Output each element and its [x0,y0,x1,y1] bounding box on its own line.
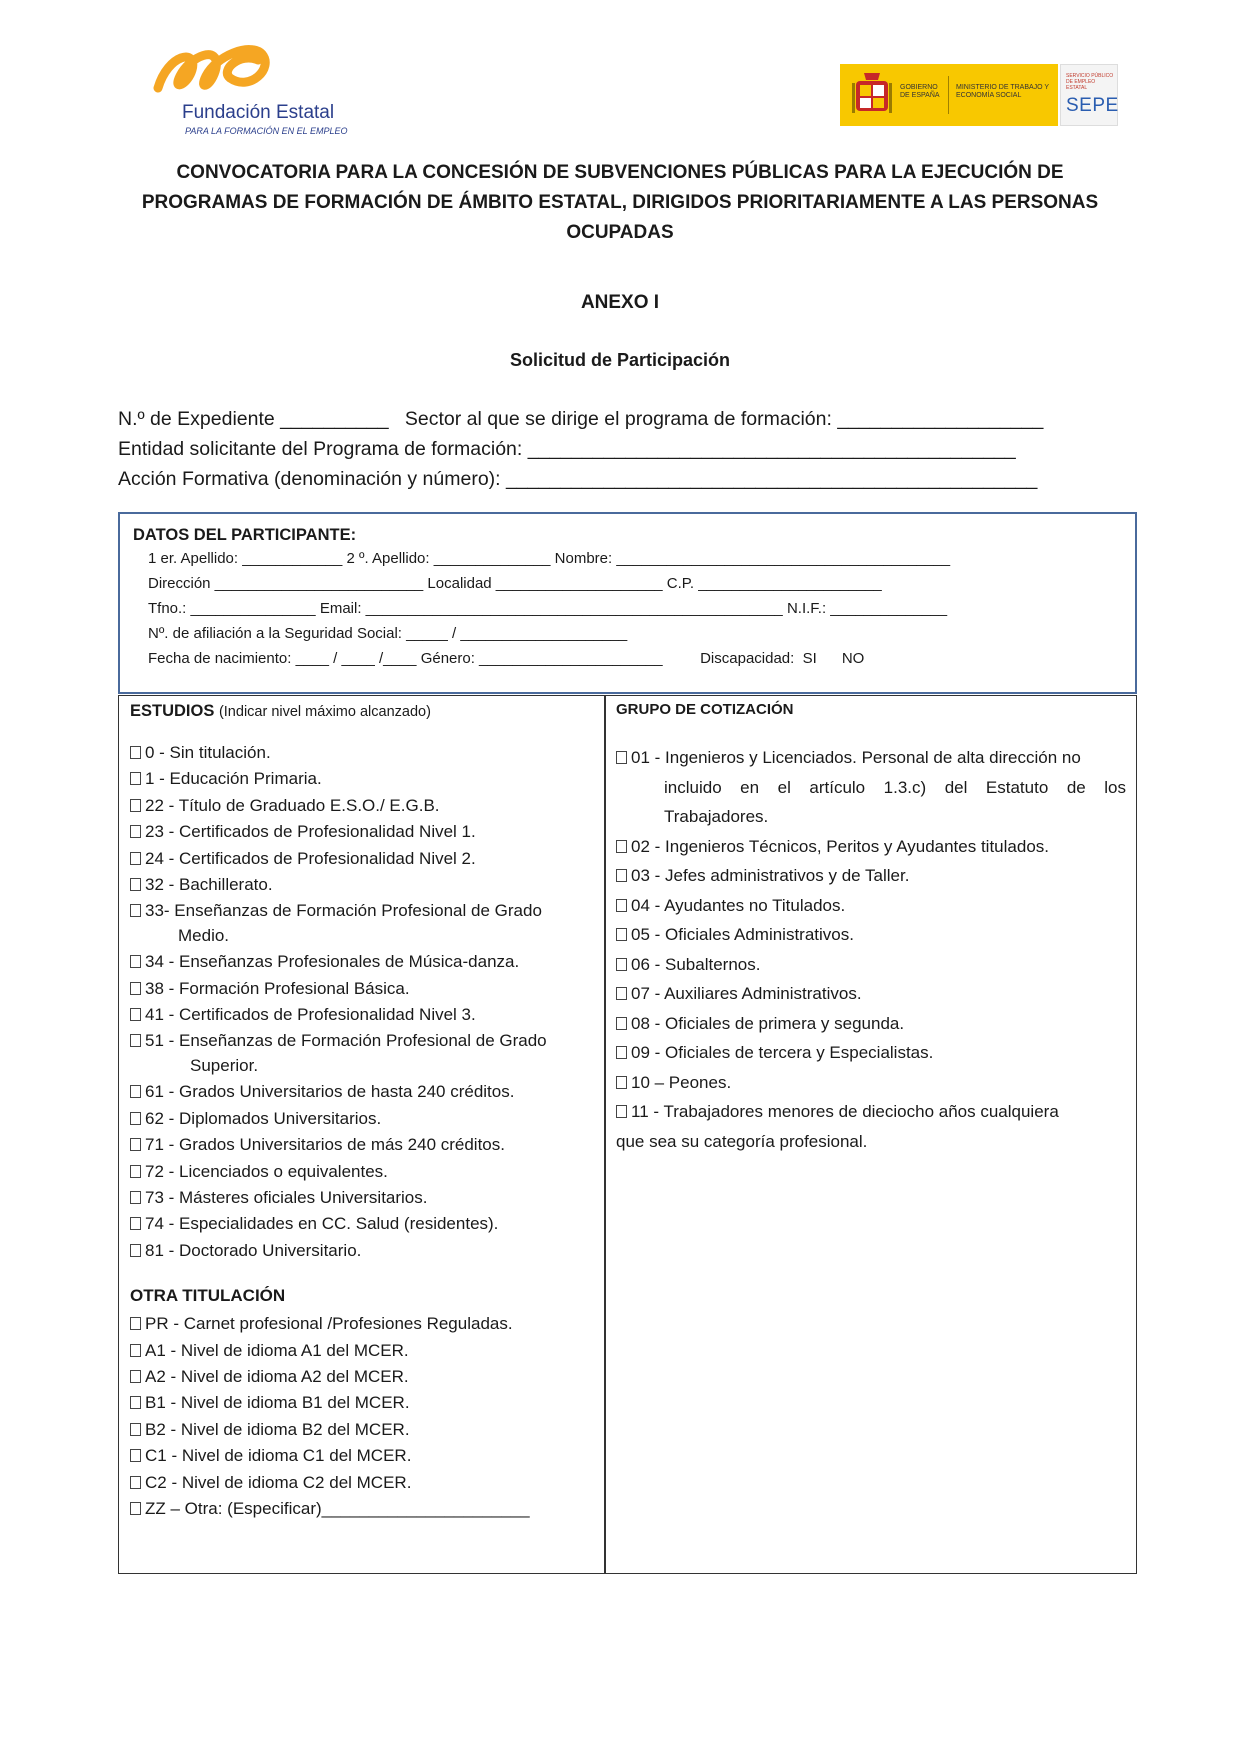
checkbox-icon[interactable] [130,1244,141,1257]
cotization-label: 05 - Oficiales Administrativos. [631,925,854,944]
checkbox-icon[interactable] [616,840,627,853]
study-option[interactable] [130,949,596,975]
study-option[interactable] [130,1028,596,1054]
study-option-label: 72 - Licenciados o equivalentes. [145,1161,388,1181]
checkbox-icon[interactable] [130,1191,141,1204]
checkbox-icon[interactable] [130,1008,141,1021]
checkbox-icon[interactable] [130,904,141,917]
checkbox-icon[interactable] [130,772,141,785]
cotization-label: 06 - Subalternos. [631,954,761,974]
checkbox-icon[interactable] [130,1396,141,1409]
study-option[interactable] [130,1132,596,1158]
study-option-label: 71 - Grados Universitarios de más 240 créditos. [145,1135,505,1155]
cotization-option[interactable] [616,979,1126,1009]
other-title-label: A2 - Nivel de idioma A2 del MCER. [145,1366,409,1386]
study-option[interactable] [130,846,596,872]
checkbox-icon[interactable] [616,1105,627,1118]
cotization-option[interactable] [616,920,1126,950]
checkbox-icon[interactable] [616,869,627,882]
study-option-continuation: Superior. [190,1055,259,1075]
study-option[interactable] [130,1106,596,1132]
other-title-label: A1 - Nivel de idioma A1 del MCER. [145,1340,409,1360]
other-title-label: B1 - Nivel de idioma B1 del MCER. [145,1393,410,1413]
studies-column [130,702,596,1522]
study-option-label: 62 - Diplomados Universitarios. [145,1108,382,1128]
other-title-option[interactable] [130,1443,596,1469]
checkbox-icon[interactable] [616,958,627,971]
annex-title: ANEXO I [580,292,660,313]
checkbox-icon[interactable] [130,1317,141,1330]
surname-name-field[interactable]: 1 er. Apellido: ____________ 2 º. Apellido: ______________ Nombre: ________________________________________ [148,550,951,567]
other-title-option[interactable] [130,1338,596,1364]
column-divider [604,696,606,1573]
study-option[interactable] [130,793,596,819]
document-title: CONVOCATORIA PARA LA CONCESIÓN DE SUBVENCIONES PÚBLICAS PARA LA EJECUCIÓN DE PROGRAMAS DE FORMACIÓN DE ÁMBITO ESTATAL, DIRIGIDOS PRIORITARIAMENTE A LAS PERSONAS OCUPADAS [141,162,1099,243]
coat-of-arms-icon [852,71,892,119]
checkbox-icon[interactable] [130,1138,141,1151]
cotization-label-continuation: incluido en el artículo 1.3.c) del Estatuto de los [664,777,1126,797]
checkbox-icon[interactable] [130,982,141,995]
study-option[interactable] [130,1159,596,1185]
cotization-label: 07 - Auxiliares Administrativos. [631,984,862,1003]
cotization-label-continuation: Trabajadores. [664,807,769,826]
cotization-label: 04 - Ayudantes no Titulados. [631,895,846,915]
checkbox-icon[interactable] [130,1370,141,1383]
study-option-label: 34 - Enseñanzas Profesionales de Música-danza. [145,952,520,972]
study-option-label: 61 - Grados Universitarios de hasta 240 créditos. [145,1082,515,1102]
cotization-label: 01 - Ingenieros y Licenciados. Personal de alta dirección no [631,748,1081,767]
checkbox-icon[interactable] [616,1046,627,1059]
checkbox-icon[interactable] [130,825,141,838]
address-field[interactable]: Dirección _________________________ Localidad ____________________ C.P. ______________________ [148,575,882,592]
checkbox-icon[interactable] [130,1476,141,1489]
study-option[interactable] [130,1079,596,1105]
study-option-label: 51 - Enseñanzas de Formación Profesional de Grado [145,1031,547,1051]
study-option-label: 73 - Másteres oficiales Universitarios. [145,1187,428,1207]
checkbox-icon[interactable] [130,1502,141,1515]
cotization-label: 03 - Jefes administrativos y de Taller. [631,866,910,885]
other-title-label: B2 - Nivel de idioma B2 del MCER. [145,1419,410,1439]
request-title: Solicitud de Participación [509,350,731,370]
study-option[interactable] [130,976,596,1002]
fundae-logo [150,34,380,144]
study-option[interactable] [130,1002,596,1028]
study-option[interactable] [130,1211,596,1237]
study-option[interactable] [130,819,596,845]
cotization-label: 02 - Ingenieros Técnicos, Peritos y Ayudantes titulados. [631,836,1050,856]
study-option[interactable] [130,898,596,924]
cotization-option[interactable] [616,1038,1126,1068]
checkbox-icon[interactable] [130,1344,141,1357]
participant-data-box [118,512,1137,694]
sepe-name: SEPE [1066,95,1119,116]
cotization-heading: GRUPO DE COTIZACIÓN [616,701,794,718]
cotization-label: 10 – Peones. [631,1072,732,1092]
cotization-option[interactable] [616,743,1126,832]
studies-cotization-table [118,695,1137,1574]
study-option-label: 74 - Especialidades en CC. Salud (residentes). [145,1214,499,1234]
expediente-sector-field[interactable]: N.º de Expediente __________ Sector al que se dirige el programa de formación: ___________________ [118,408,1044,430]
checkbox-icon[interactable] [616,899,627,912]
cotization-list [616,743,1126,1156]
cotization-option[interactable] [616,950,1126,980]
cotization-column [616,701,1126,1156]
study-option[interactable] [130,766,596,792]
study-option-label: 1 - Educación Primaria. [145,769,322,789]
gov-logo-background [840,64,1058,126]
study-option[interactable] [130,872,596,898]
study-option[interactable] [130,740,596,766]
other-title-label: PR - Carnet profesional /Profesiones Reguladas. [145,1314,513,1334]
checkbox-icon[interactable] [130,1449,141,1462]
study-option-label: 32 - Bachillerato. [145,875,273,895]
other-titles-heading: OTRA TITULACIÓN [130,1286,286,1306]
other-title-option[interactable] [130,1364,596,1390]
checkbox-icon[interactable] [130,1217,141,1230]
checkbox-icon[interactable] [130,1165,141,1178]
fundae-name: Fundación Estatal [182,102,335,123]
checkbox-icon[interactable] [616,1017,627,1030]
other-title-label: C2 - Nivel de idioma C2 del MCER. [145,1472,412,1492]
checkbox-icon[interactable] [130,1112,141,1125]
cotization-option[interactable] [616,832,1126,862]
cotization-option[interactable] [616,1068,1126,1098]
checkbox-icon[interactable] [130,1423,141,1436]
checkbox-icon[interactable] [130,799,141,812]
other-title-label: ZZ – Otra: (Especificar)______________________ [145,1498,530,1518]
studies-heading-note: (Indicar nivel máximo alcanzado) [218,704,431,720]
study-option-label: 81 - Doctorado Universitario. [145,1240,362,1260]
checkbox-icon[interactable] [616,751,627,764]
other-title-option[interactable] [130,1470,596,1496]
checkbox-icon[interactable] [130,955,141,968]
checkbox-icon[interactable] [130,878,141,891]
checkbox-icon[interactable] [130,852,141,865]
checkbox-icon[interactable] [130,746,141,759]
other-title-option[interactable] [130,1417,596,1443]
other-title-option[interactable] [130,1390,596,1416]
checkbox-icon[interactable] [616,987,627,1000]
checkbox-icon[interactable] [616,1076,627,1089]
study-option[interactable] [130,1238,596,1264]
government-logo [840,64,1118,126]
checkbox-icon[interactable] [130,1034,141,1047]
cotization-label: 09 - Oficiales de tercera y Especialistas. [631,1043,934,1062]
study-option-label: 24 - Certificados de Profesionalidad Nivel 2. [145,848,476,868]
study-option-label: 41 - Certificados de Profesionalidad Nivel 3. [145,1005,476,1025]
accion-formativa-field[interactable]: Acción Formativa (denominación y número): _________________________________________________ [118,468,1038,490]
study-option-label: 38 - Formación Profesional Básica. [145,978,410,998]
fundae-emblem-icon [150,34,290,100]
study-option-label: 0 - Sin titulación. [145,743,271,762]
other-title-label: C1 - Nivel de idioma C1 del MCER. [145,1446,412,1466]
studies-list [130,740,596,1264]
cotization-option[interactable] [616,861,1126,891]
study-option-label: 33- Enseñanzas de Formación Profesional de Grado [145,901,542,921]
study-option-label: 23 - Certificados de Profesionalidad Nivel 1. [145,822,476,842]
study-option-continuation: Medio. [178,925,230,945]
cotization-option[interactable] [616,891,1126,921]
sepe-logo [1060,64,1118,126]
cotization-label-continuation: que sea su categoría profesional. [616,1131,868,1151]
other-titles-list [130,1311,596,1522]
social-security-field[interactable]: Nº. de afiliación a la Seguridad Social: _____ / ____________________ [148,625,628,642]
cotization-option[interactable] [616,1097,1126,1156]
other-title-option[interactable] [130,1311,596,1337]
other-title-option[interactable] [130,1496,596,1522]
cotization-label: 08 - Oficiales de primera y segunda. [631,1013,905,1033]
participant-heading: DATOS DEL PARTICIPANTE: [133,526,357,544]
studies-heading-label: ESTUDIOS [130,702,215,720]
checkbox-icon[interactable] [616,928,627,941]
cotization-option[interactable] [616,1009,1126,1039]
study-option-label: 22 - Título de Graduado E.S.O./ E.G.B. [145,795,440,815]
sepe-subtitle: SERVICIO PÚBLICO DE EMPLEO ESTATAL [1066,73,1114,91]
birth-gender-disability-field[interactable]: Fecha de nacimiento: ____ / ____ /____ Género: ______________________ Discapacidad: SI NO [148,650,865,667]
contact-field[interactable]: Tfno.: _______________ Email: __________________________________________________ N.I.F.: ______________ [148,600,948,617]
cotization-label: 11 - Trabajadores menores de dieciocho años cualquiera [631,1102,1059,1121]
government-name: GOBIERNO DE ESPAÑA [900,84,940,99]
entidad-field[interactable]: Entidad solicitante del Programa de formación: _____________________________________________ [118,438,1016,460]
studies-heading [130,702,596,721]
study-option[interactable] [130,1185,596,1211]
fundae-tagline: PARA LA FORMACIÓN EN EL EMPLEO [185,126,348,136]
checkbox-icon[interactable] [130,1085,141,1098]
ministry-name: MINISTERIO DE TRABAJO Y ECONOMÍA SOCIAL [956,84,1049,99]
logo-divider [948,76,949,114]
